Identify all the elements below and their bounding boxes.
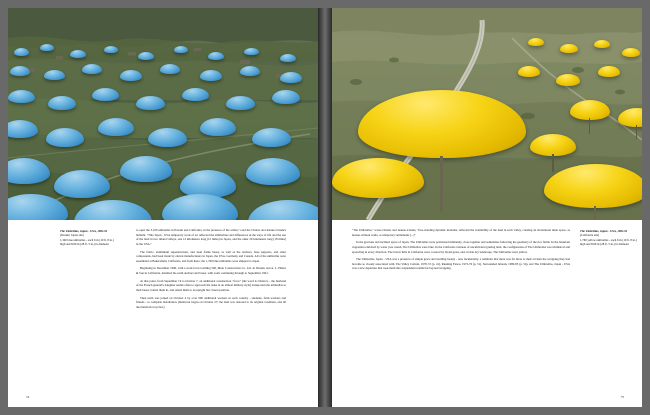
left-page xyxy=(8,8,318,407)
right-page xyxy=(332,8,642,407)
left-paragraph-2: Beginning in December 1990, with a work force totalling 500, Muto Construction Co. Ltd. in Ibaraki, and A. L. Huber & Son in California, installed the earth anchors and bases, with work continuing through to September 1991. xyxy=(136,266,286,275)
left-caption-line-1: 1,340 blue umbrellas - each 6 m (19 ft. 8 in.) xyxy=(60,237,114,242)
left-paragraph-3: At that point, from September 19 to October 7, an additional construction "force" (the word is Christo's - the husband of the French general's daughter seems often to approach his tasks in an almost military style) transported the umbrellas to their bases, bolted them in, and raised them to an upright but closed position. xyxy=(136,278,286,292)
left-page-number: 74 xyxy=(26,395,30,399)
left-caption-line-2: high and 8.66 m (28 ft. 5 in.) in diameter xyxy=(60,241,109,246)
left-photograph xyxy=(8,8,318,220)
right-paragraph-1: In the gracious and inclined space of Japan, The Umbrellas were positioned intimately, close together and sometimes following the geometry of the rice fields. In the luxuriant vegetation enriched by water year round, The Umbrellas were blue. In the California vastness of uncultivated grazing land, the configuration of The Umbrellas was whimsical and sprawling in every direction. The brown hills in California were covered by blond grass, and, in that dry landscape, The Umbrellas were yellow. xyxy=(352,240,570,254)
left-paragraph-0: to open the 3,100 umbrellas in Ibaraki and California, in the presence of the artists," read the Christo and Jeanne-Claude's bulletin. "This Japan - USA temporary work of art reflected the similarities and differences in the ways of life and the use of the land in two inland valleys, one 12 kilometers long (12 miles) in Japan, and the other 29 kilometers long (18 miles) in the USA." xyxy=(136,228,286,246)
left-photo-caption xyxy=(60,229,124,246)
left-paragraph-4: Then team was joined on October 4 by over 900 additional workers in each country - students, farm workers and friends - to complete installation. (Removal began on October 27; the land was restored to its original condition, and all the materials recycled.) xyxy=(136,295,286,309)
left-caption-line-0: (Ibaraki, Japan site) xyxy=(60,233,84,238)
right-body-text xyxy=(352,228,570,274)
book-gutter xyxy=(318,8,332,407)
umbrella-pole xyxy=(440,156,443,212)
right-page-number: 75 xyxy=(620,395,624,399)
left-caption-title: The Umbrellas, Japan - USA, 1984-91 xyxy=(60,229,108,233)
right-paragraph-0: "The Umbrellas," wrote Christo and Jeanne-Claude, "free-standing dynamic modules, reflected the availability of the land in each valley, creating an invitational inner space, as houses without walls, or temporary settlements [...]" xyxy=(352,228,570,237)
right-caption-title: The Umbrellas, Japan - USA, 1984-91 xyxy=(580,229,628,233)
right-photograph xyxy=(332,8,642,220)
right-photo-caption xyxy=(580,229,644,246)
left-body-text xyxy=(136,228,286,312)
right-paragraph-2: The Umbrellas, Japan - USA was a presence of simple grace and startling beauty - and, incidentally, a reminder that there was far more to their art than the wrapping they had become so closely associated with. The Valley Curtain, 1970-72 (p. 41), Running Fence, 1972-76 (p. 51), Surrounded Islands, 1980-83 (p. 54), and The Umbrellas, Japan - USA was a new departure that took them into resplendent realms far beyond wrapping. xyxy=(352,257,570,271)
right-caption-line-2: high and 8.66 m (28 ft. 5 in.) in diameter xyxy=(580,241,629,246)
right-caption-line-0: (California site) xyxy=(580,233,600,238)
left-paragraph-1: The fabric, aluminium superstructure, and steel frame bases, as well as the anchors, base supports, and other components, had been made by eleven manufacturers in Japan, the USA, Germany and Canada. All of the umbrellas were assembled at Bakersfield, California, and from there, the 1,760 blue umbrellas were shipped to Japan. xyxy=(136,249,286,263)
right-caption-line-1: 1,760 yellow umbrellas - each 6 m (19 ft. 8 in.) xyxy=(580,237,637,242)
